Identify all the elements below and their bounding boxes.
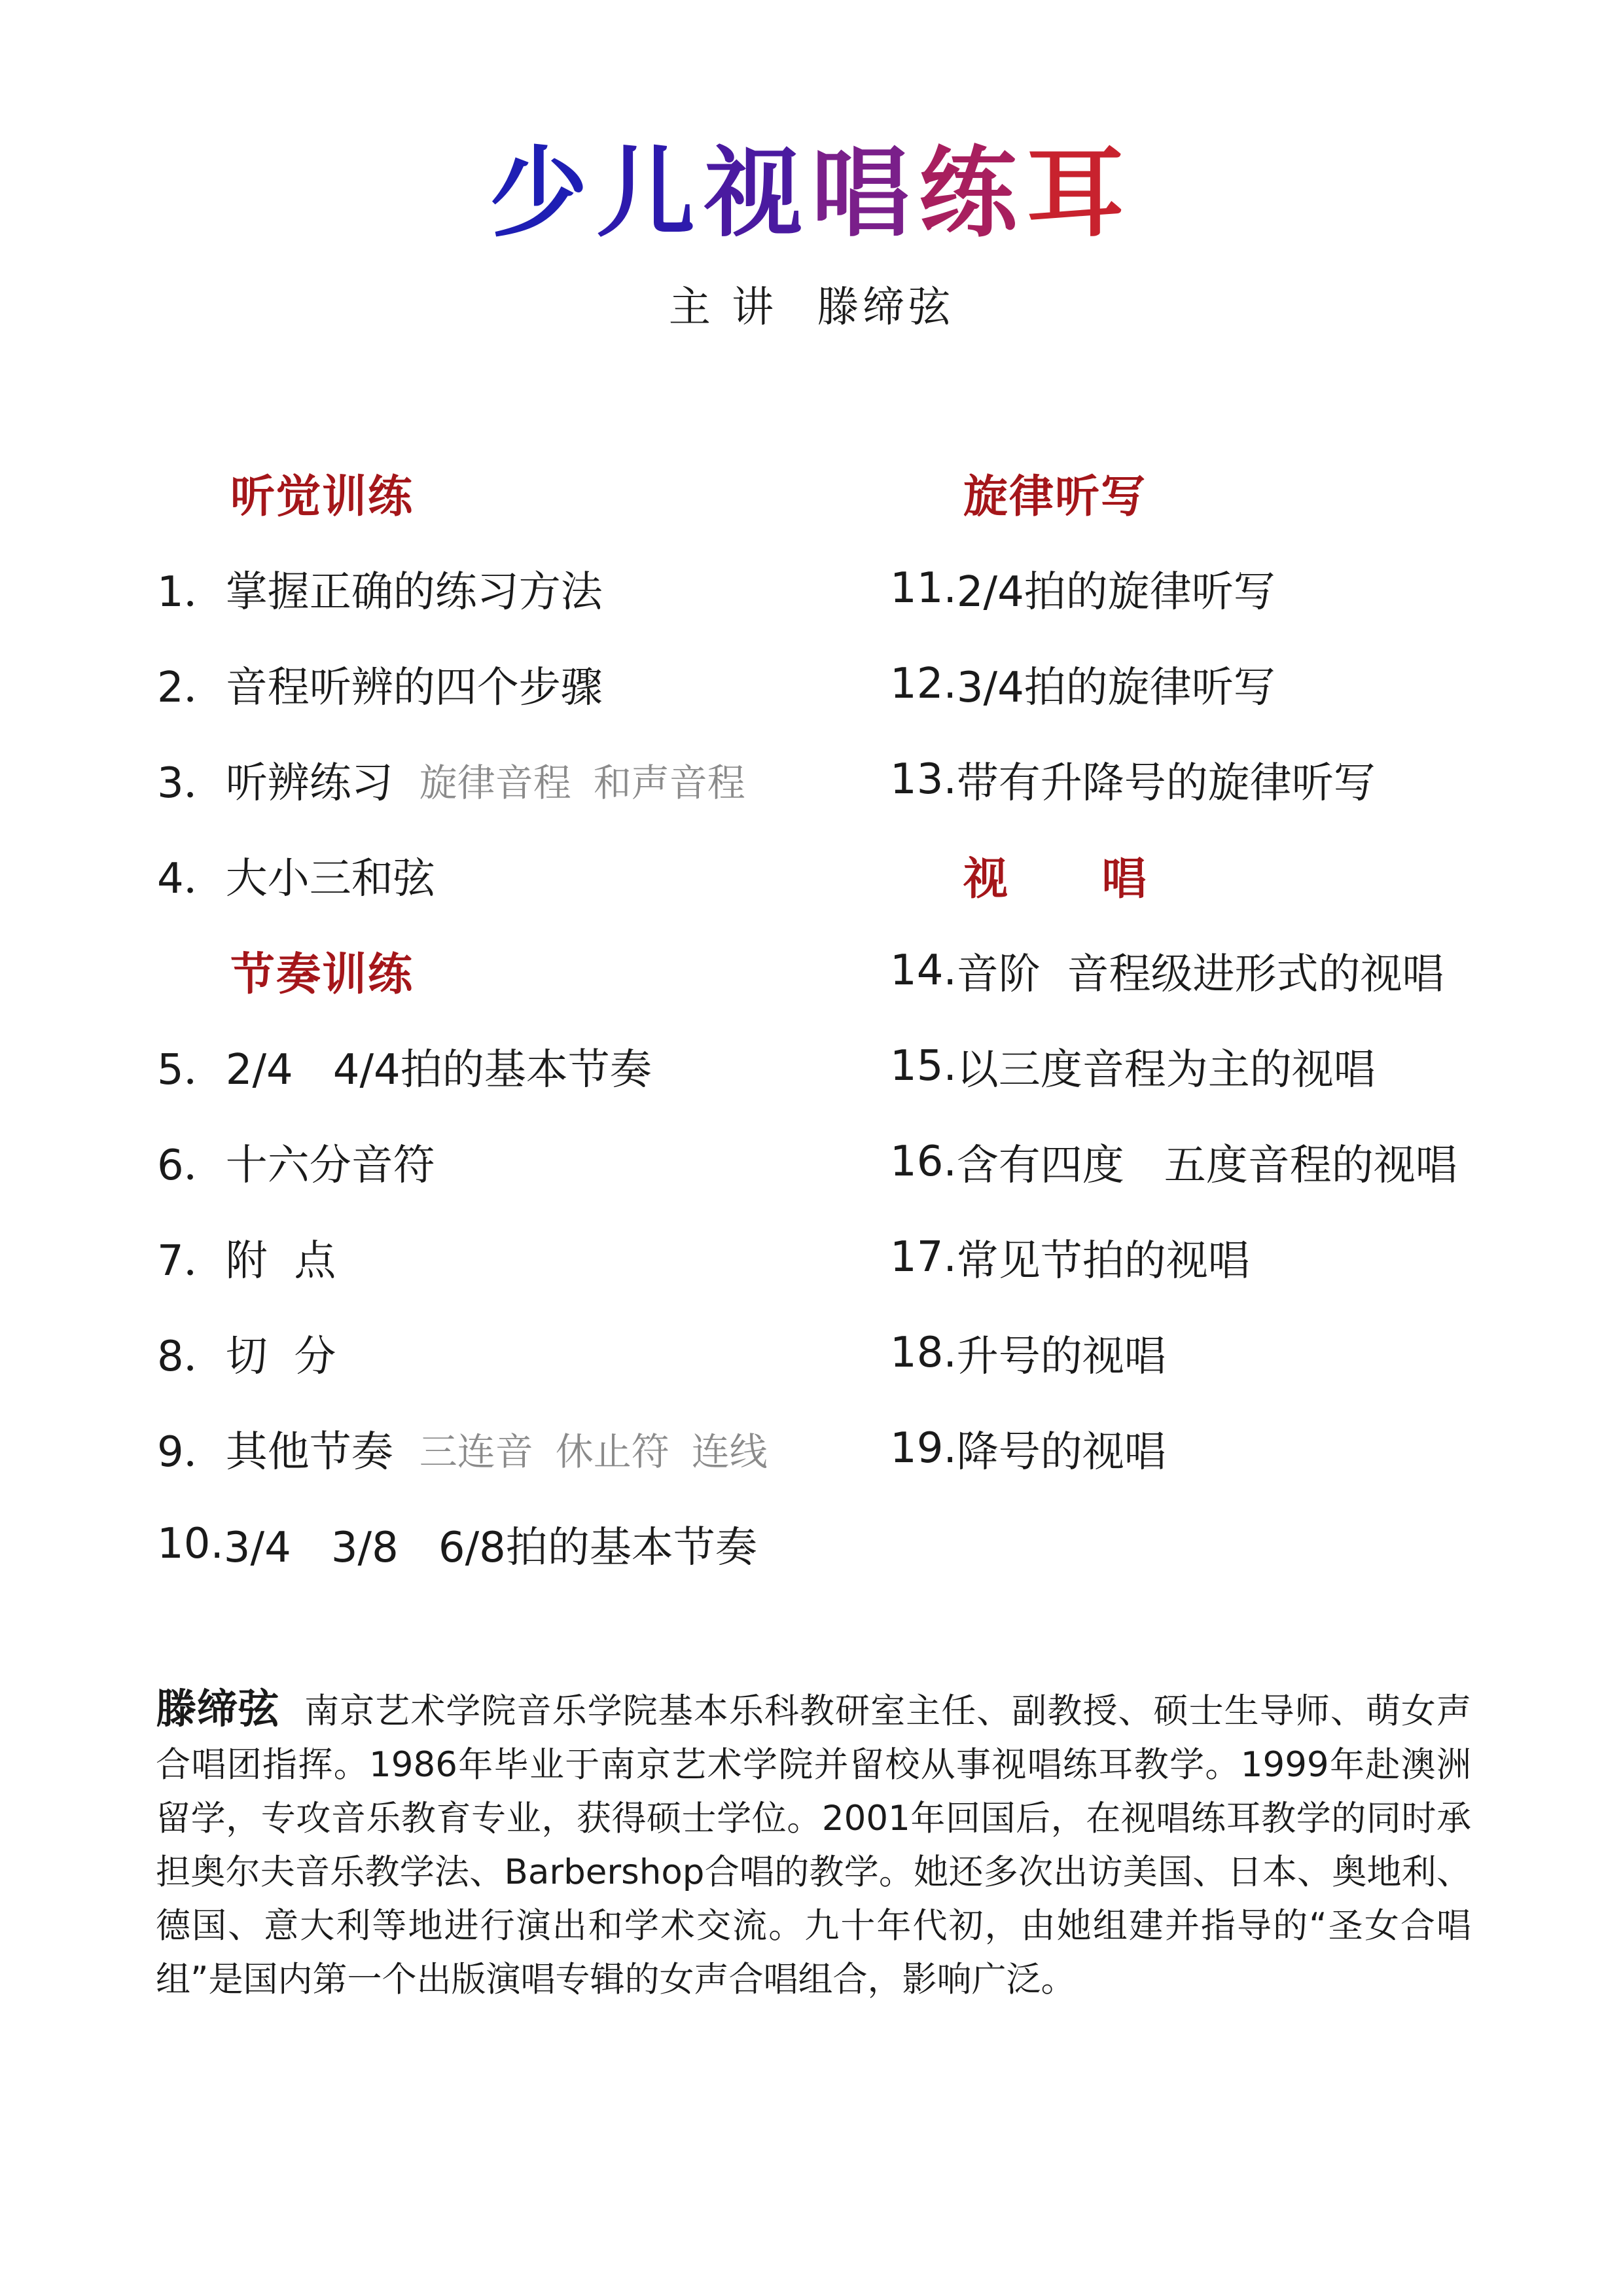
course-item-notes [419, 752, 745, 807]
course-item-title: 切 分 [225, 1333, 336, 1381]
course-item-number: 13. [890, 755, 957, 804]
course-list-right [890, 445, 1558, 1496]
course-item [157, 1114, 864, 1210]
title-char: 少 [489, 135, 597, 251]
course-item-title: 常见节拍的视唱 [956, 1237, 1250, 1285]
course-item-number: 5． [157, 1046, 226, 1094]
course-item-title: 音阶 音程级进形式的视唱 [956, 950, 1444, 999]
course-item [890, 923, 1558, 1018]
course-item-title: 降号的视唱 [956, 1428, 1166, 1477]
course-item [890, 1114, 1558, 1210]
course-item-number: 6． [157, 1141, 226, 1190]
course-item-note: 休止符 [555, 1429, 669, 1474]
course-item-title: 以三度音程为主的视唱 [956, 1046, 1376, 1094]
subtitle-role: 主 讲 [668, 283, 778, 332]
course-item-title: 十六分音符 [225, 1141, 435, 1190]
course-item [157, 541, 864, 636]
course-item-title: 3/4 3/8 6/8拍的基本节奏 [223, 1524, 757, 1572]
course-item-number: 7． [157, 1237, 226, 1285]
course-item [157, 636, 864, 732]
course-item-number: 9． [157, 1428, 226, 1477]
course-item-number: 14. [890, 946, 957, 995]
course-item [157, 1018, 864, 1114]
course-item-title: 2/4 4/4拍的基本节奏 [225, 1046, 652, 1094]
course-item-title: 音程听辨的四个步骤 [225, 664, 603, 712]
course-item [157, 1496, 864, 1592]
course-item-title: 听辨练习 [225, 759, 393, 808]
section-heading: 旋律听写 [963, 471, 1147, 523]
course-list-left [157, 445, 864, 1592]
title-char: 唱 [812, 135, 919, 251]
bio-name: 滕缔弦 [156, 1685, 280, 1732]
section-heading: 节奏训练 [230, 948, 414, 1001]
course-item-number: 18. [890, 1329, 957, 1377]
course-item-number: 10. [157, 1520, 224, 1568]
course-item-note: 和声音程 [593, 761, 745, 805]
course-item [157, 1210, 864, 1305]
course-item-number: 15. [890, 1042, 957, 1090]
course-item-number: 8． [157, 1333, 226, 1381]
course-item-title: 2/4拍的旋律听写 [956, 568, 1275, 617]
course-item-title: 3/4拍的旋律听写 [956, 664, 1275, 712]
subtitle-lecturer-name: 滕缔弦 [817, 283, 955, 332]
course-item-number: 12. [890, 660, 957, 708]
course-item [890, 541, 1558, 636]
course-item-title: 升号的视唱 [956, 1333, 1166, 1381]
course-item-number: 4． [157, 855, 226, 903]
title-char: 耳 [1026, 135, 1134, 251]
course-item-note: 连线 [691, 1429, 768, 1474]
course-item [157, 1401, 864, 1496]
course-item [890, 636, 1558, 732]
title-char: 练 [919, 135, 1027, 251]
course-item-title: 含有四度 五度音程的视唱 [956, 1141, 1457, 1190]
course-item-notes [419, 1421, 768, 1476]
course-item [157, 827, 864, 923]
section-heading: 听觉训练 [230, 471, 414, 523]
title-char: 儿 [596, 135, 704, 251]
subtitle [0, 275, 1623, 340]
course-item-number: 19. [890, 1424, 957, 1473]
page-title [0, 128, 1623, 259]
course-item-number: 3． [157, 759, 226, 808]
course-item [890, 1210, 1558, 1305]
bio-text: 南京艺术学院音乐学院基本乐科教研室主任、副教授、硕士生导师、萌女声合唱团指挥。1986年毕业于南京艺术学院并留校从事视唱练耳教学。1999年赴澳洲留学，专攻音乐教育专业，获得硕士学位。2001年回国后，在视唱练耳教学的同时承担奥尔夫音乐教学法、Barbershop合唱的教学。她还多次出访美国、日本、奥地利、德国、意大利等地进行演出和学术交流。九十年代初，由她组建并指导的“圣女合唱组”是国内第一个出版演唱专辑的女声合唱组合，影响广泛。 [156, 1691, 1471, 2000]
course-item [890, 1305, 1558, 1401]
section-heading: 视 唱 [963, 853, 1186, 905]
course-item-title: 大小三和弦 [225, 855, 435, 903]
course-item-number: 17. [890, 1233, 957, 1282]
course-item [890, 1018, 1558, 1114]
course-item-note: 三连音 [419, 1429, 533, 1474]
course-item [890, 732, 1558, 827]
course-item [157, 1305, 864, 1401]
course-item-number: 2． [157, 664, 226, 712]
course-item-title: 其他节奏 [225, 1428, 393, 1477]
course-item-note: 旋律音程 [419, 761, 571, 805]
course-item [890, 1401, 1558, 1496]
course-item-number: 11. [890, 564, 957, 613]
course-item-number: 1． [157, 568, 226, 617]
title-char: 视 [704, 135, 812, 251]
course-item-title: 掌握正确的练习方法 [225, 568, 603, 617]
course-item-title: 附 点 [225, 1237, 336, 1285]
lecturer-bio [156, 1682, 1471, 2007]
course-item-number: 16. [890, 1138, 957, 1186]
course-item [157, 732, 864, 827]
course-item-title: 带有升降号的旋律听写 [956, 759, 1376, 808]
